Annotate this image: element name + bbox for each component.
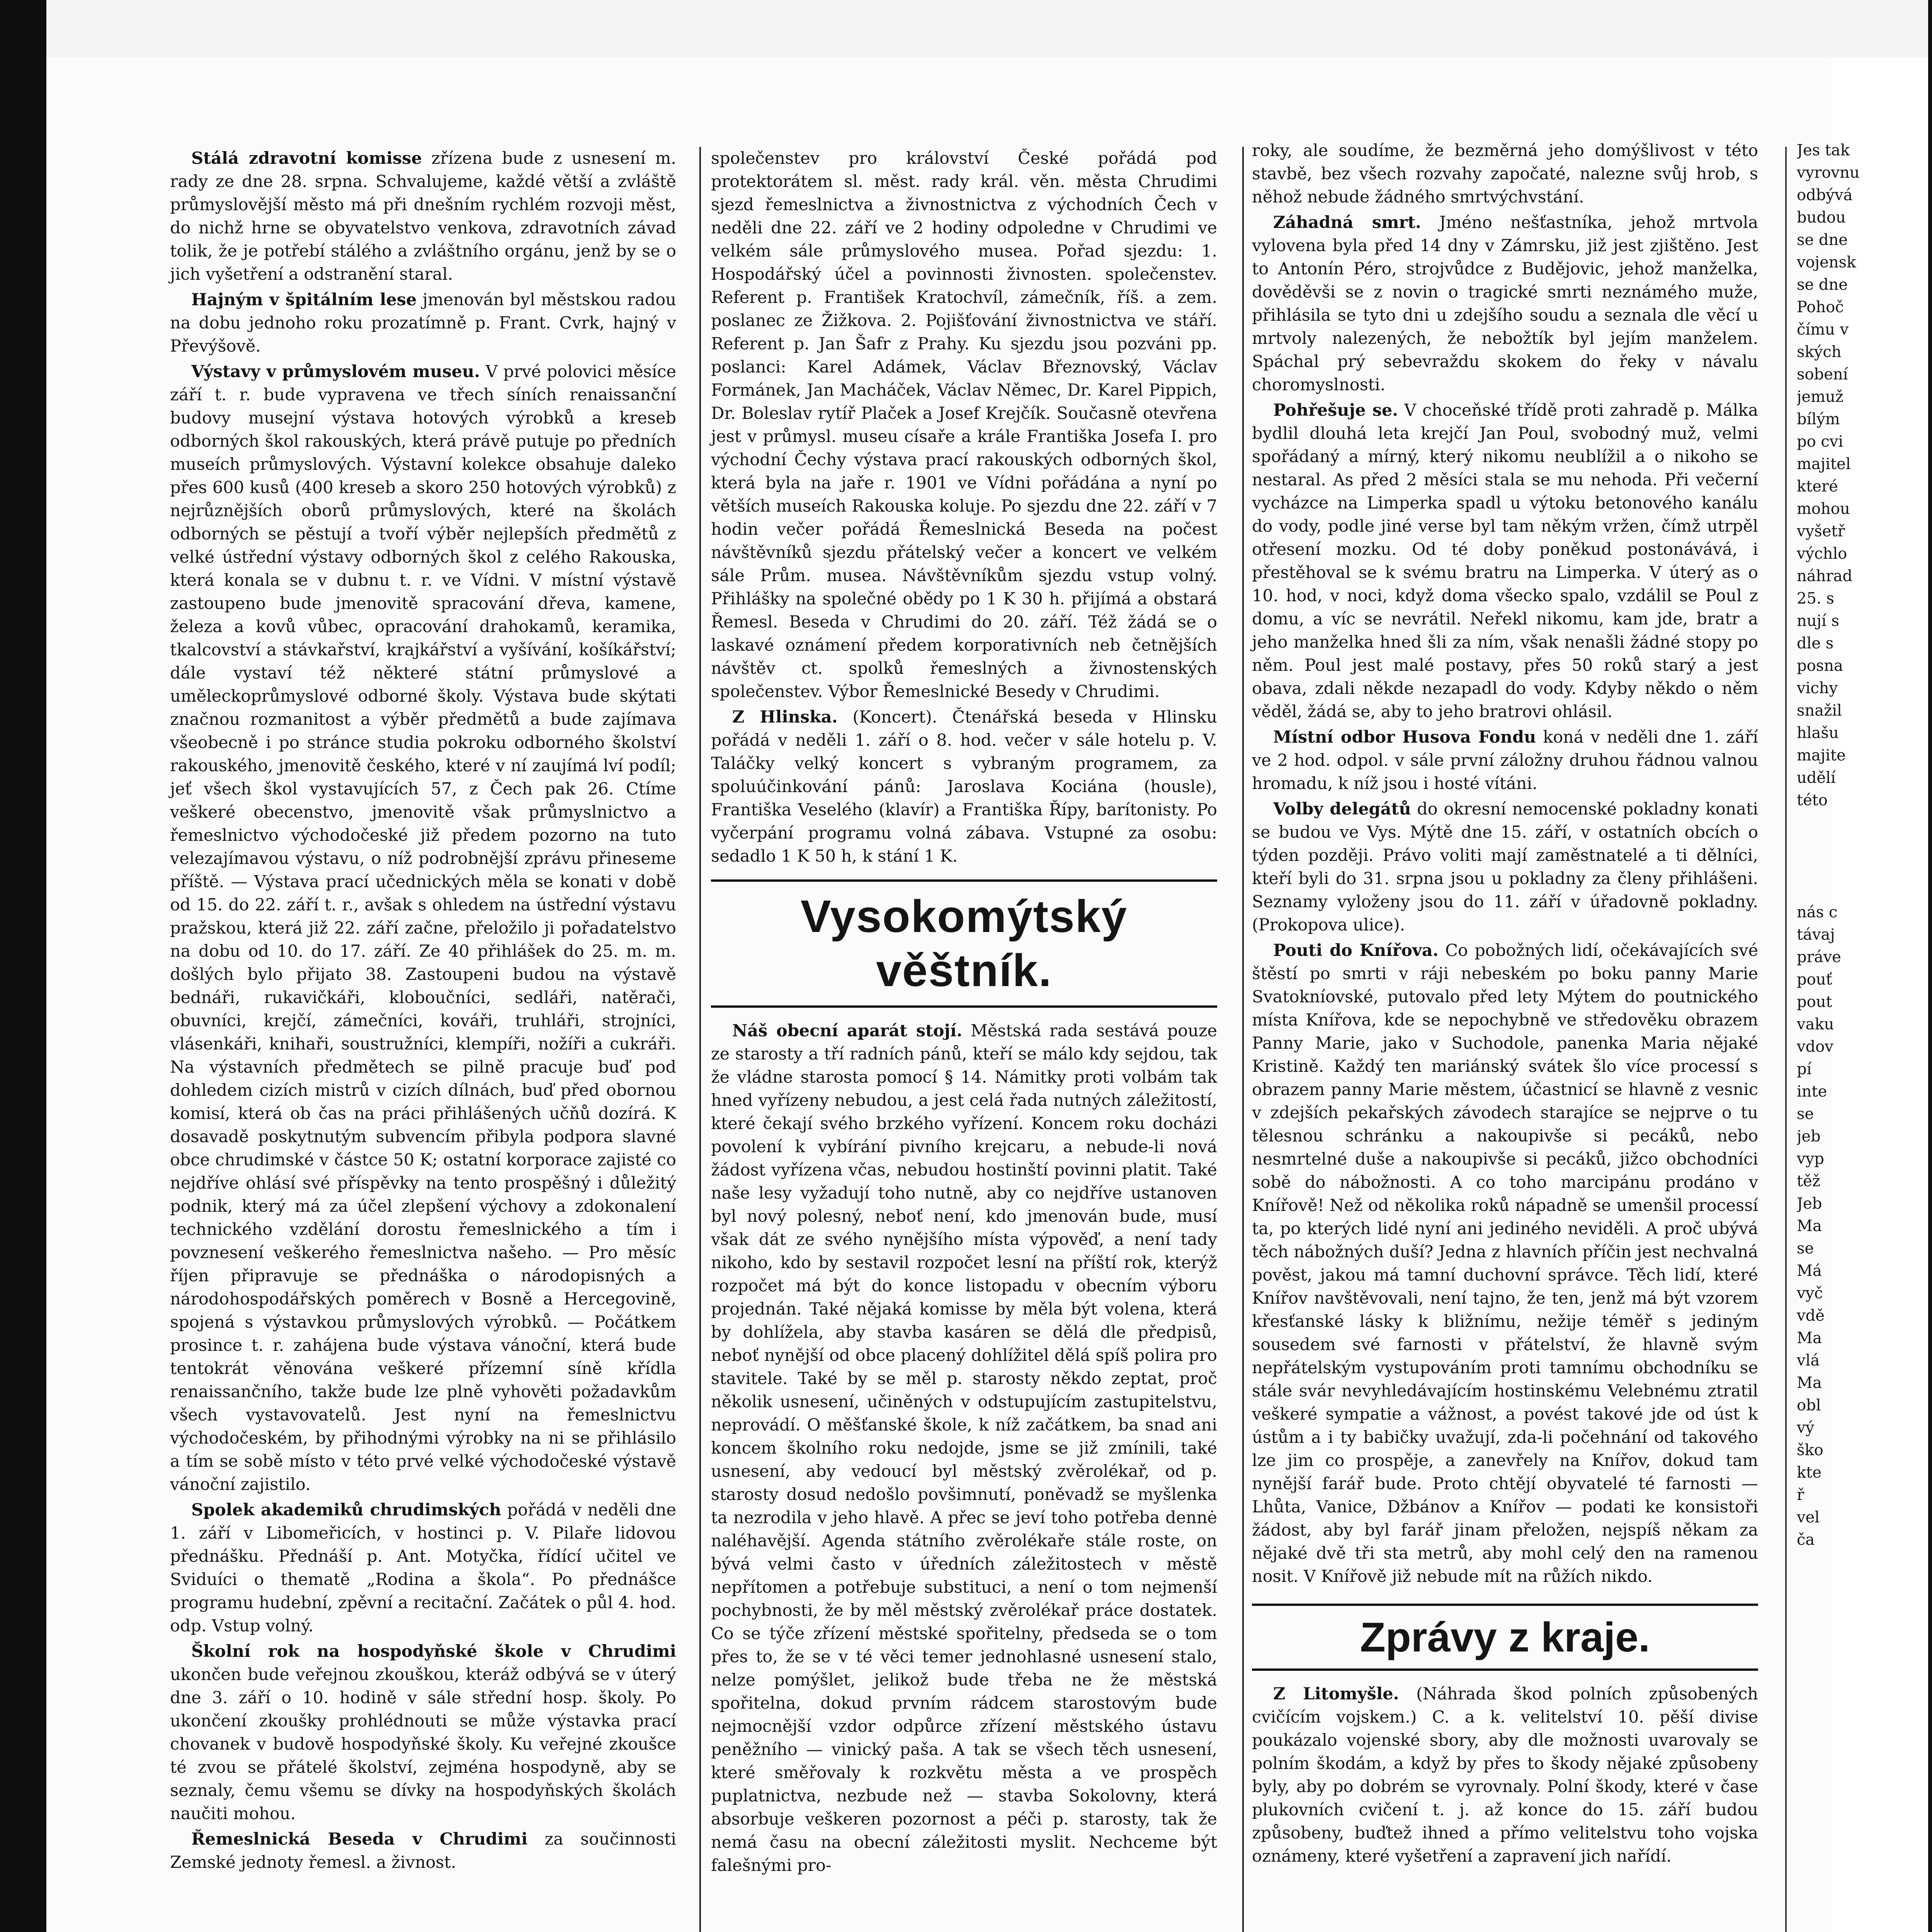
cropped-line: po cvi bbox=[1797, 433, 1844, 451]
cropped-line: ško bbox=[1797, 1441, 1823, 1459]
cropped-line: se dne bbox=[1797, 276, 1848, 294]
cropped-line: vyp bbox=[1797, 1150, 1824, 1168]
article: společenstev pro království České pořádá pod protektorátem sl. měst. rady král. věn. města Chrudimi sjezd řemeslnictva a živnostnictva z východních Čech v neděli dne 22. září ve 2 hodiny odpoledne v Chrudimi ve velkém sále průmyslového musea. Pořad sjezdu: 1. Hospodářský účel a povinnosti živnosten. společenstev. Referent p. František Kratochvíl, zámečník, říš. a zem. poslanec ze Žižkova. 2. Pojišťování živnostnictva ve stáří. Referent p. Jan Šafr z Prahy. Ku sjezdu jsou pozváni pp. poslanci: Karel Adámek, Václav Březnovský, Václav Formánek, Jan Macháček, Václav Němec, Dr. Karel Pippich, Dr. Boleslav rytíř Plaček a Josef Krejčík. Současně otevřena jest v průmysl. museu císaře a krále Františka Josefa I. pro východní Čechy výstava prací rakouských odborných škol, která byla na jaře r. 1901 ve Vídni pořádána a nyní po větších museích Rakouska koluje. Po sjezdu dne 22. září v 7 hodin večer pořádá Řemeslnická Beseda na počest návštěvníků sjezdu přátelský večer a koncert ve velkém sále Prům. musea. Návštěvníkům sjezdu vstup volný. Přihlášky na společné obědy po 1 K 30 h. přijímá a obstará Řemesl. Beseda v Chrudimi do 20. září. Též žádá se o laskavé oznámení předem korporativních neb četnějších návštěv ct. spolků řemeslných a živnostenských společenstev. Výbor Řemeslnické Besedy v Chrudimi. bbox=[711, 149, 1217, 701]
cropped-line bbox=[1797, 811, 1909, 834]
article: Z Litomyšle. (Náhrada škod polních způsobených cvičícím vojskem.) C. a k. velitelství 10. pěší divise poukázalo vojenské sbory, aby dle možnosti uvarovaly se polním škodám, a když by přes to škody nějaké způsobeny byly, aby po dobrém se vyrovnaly. Polní škody, které v čase plukovních cvičení t. j. až konce do 15. září budou způsobeny, buďtež ihned a přímo velitelstvu toho vojska oznámeny, které vyšetření a zapravení jich nařídí. bbox=[1252, 1684, 1758, 1866]
cropped-line: vyč bbox=[1797, 1284, 1823, 1302]
cropped-line: Pohoč bbox=[1797, 298, 1844, 316]
cropped-line: které bbox=[1797, 478, 1838, 495]
scan-edge-left bbox=[0, 0, 46, 1932]
column-2 bbox=[711, 147, 1217, 1879]
article: Náš obecní aparát stojí. Městská rada sestává pouze ze starosty a tří radních pánů, kteří se málo kdy sejdou, tak že vládne starosta pomocí § 14. Námitky proti volbám tak hned vyřízeny nebudou, a jest celá řada nutných záležitostí, které čekají svého brzkého vyřízení. Koncem roku docházi povolení k vybírání pivního krejcaru, a nebude-li nová žádost vyřízena včas, nebudou hostinští povinni platit. Také naše lesy vyžadují toho nutně, aby co nejdříve ustanoven byl nový polesný, neboť není, kdo jmenován bude, musí však dát ze svého nynějšího místa výpověď, a není tady nikoho, kdo by sestavil rozpočet lesní na příští rok, kterýž rozpočet má být do konce listopadu v obecním výboru projednán. Také nějaká komisse by měla být volena, která by dohlížela, aby stavba kasáren se dělá dle předpisů, neboť nynější od obce placený dohlížitel dělá spíš polira pro stavitele. Také by se měl p. starosty někdo zeptat, proč několik usnesení, učiněných v odstupujícím zastupitelstvu, neprovádí. O měšťanské škole, k níž začátkem, ba snad ani koncem školního roku nedojde, jsme se již zmínili, také usnesení, aby vedoucí byl městský zvěrolékař, od p. starosty dosud nedošlo povšimnutí, poněvadž se myšlenka ta nezrodila v jeho hlavě. A přec se jeví toho potřeba dennė naléhavější. Agenda státního zvěrolékaře stále roste, on bývá velmi často v úředních záležitostech v městě nepřítomen a potřebuje substituci, a není o tom nejmenší pochybnosti, že by měl městský zvěrolékař práce dostatek. Co se týče zřízení městské spořitelny, předseda se o tom přes to, že se v té věci temer jednohlasné usnesení stalo, nelze pomýšlet, jelikož bude třeba ne že městská spořitelna, dokud prvním rádcem starostovým bude nejmocnější vzdor odpůrce zřízení městského ústavu peněžního — vinický paša. A tak se všech těch usnesení, které směřovaly k rozkvětu města a ve prospěch puplatnictva, nezbude než — stavba Sokolovny, která absorbuje veškeren pozornost a péči p. starosty, tak že nemá času na obecní záležitosti myslit. Nechceme být falešnými pro- bbox=[711, 1021, 1217, 1875]
cropped-line: Ma bbox=[1797, 1329, 1822, 1347]
cropped-line: Jes tak bbox=[1797, 141, 1850, 159]
article: Záhadná smrt. Jméno nešťastníka, jehož mrtvola vylovena byla před 14 dny v Zámrsku, již jest zjištěno. Jest to Antonín Péro, strojvůdce z Budějovic, jehož manželka, dověděvši se z novin o tragické smrti neznámého muže, přihlásila se tyto dni u zdejšího soudu a seznala dle věcí u mrtvoly nalezených, že nebožtík byl jejím manželem. Spáchal prý sebevraždu skokem do řeky v návalu choromyslnosti. bbox=[1252, 213, 1759, 395]
cropped-line: Ma bbox=[1797, 1374, 1822, 1392]
cropped-line bbox=[1797, 856, 1909, 879]
cropped-line: vdov bbox=[1797, 1038, 1833, 1056]
cropped-line: obl bbox=[1797, 1396, 1821, 1414]
section-masthead: Vysokomýtský věštník. bbox=[711, 879, 1217, 1008]
cropped-line: kte bbox=[1797, 1464, 1821, 1481]
cropped-line: inte bbox=[1797, 1083, 1827, 1100]
cropped-line: jeb bbox=[1797, 1128, 1821, 1145]
cropped-line: odbývá bbox=[1797, 186, 1853, 204]
column-4-cropped bbox=[1797, 139, 1909, 1932]
article: Volby delegátů do okresní nemocenské pokladny konati se budou ve Vys. Mýtě dne 15. září, v ostatních obcích o týden později. Právo voliti mají zaměstnatelé a ti dělníci, kteří byli do 31. srpna jsou u pokladny za členy přihlášeni. Seznamy vyloženy jsou do 11. září v úřadovně pokladny. (Prokopova ulice). bbox=[1252, 799, 1759, 935]
cropped-line: vý bbox=[1797, 1419, 1815, 1437]
cropped-line: náhrad bbox=[1797, 567, 1852, 585]
cropped-line: vel bbox=[1797, 1509, 1820, 1526]
cropped-line: práve bbox=[1797, 948, 1841, 966]
cropped-line: čímu v bbox=[1797, 321, 1849, 338]
cropped-line: pout bbox=[1797, 993, 1832, 1011]
cropped-line: Ma bbox=[1797, 1217, 1822, 1235]
column-rule bbox=[1785, 147, 1787, 1932]
article: roky, ale soudíme, že bezměrná jeho domýšlivost v této stavbě, bez všech rozvahy započaté, nalezne svůj hrob, s něhož nebude žádného smrtvýchvstání. bbox=[1252, 141, 1758, 207]
article: Spolek akademiků chrudimských pořádá v neděli dne 1. září v Libomeřicích, v hostinci p. V. Pilaře lidovou přednášku. Přednáší p. Ant. Motyčka, řídící učitel ve Sviduíci o thematě „Rodina a škola“. Po přednášce programu hudební, zpěvní a recitační. Začátek o půl 4. hod. odp. Vstup volný. bbox=[170, 1500, 676, 1636]
cropped-line: vojensk bbox=[1797, 253, 1856, 271]
cropped-line: pí bbox=[1797, 1060, 1812, 1078]
cropped-line: jemuž bbox=[1797, 388, 1844, 406]
cropped-line: majite bbox=[1797, 747, 1846, 764]
cropped-line: se bbox=[1797, 1105, 1814, 1123]
cropped-line: ských bbox=[1797, 343, 1842, 361]
cropped-line: vlá bbox=[1797, 1352, 1820, 1369]
cropped-line: vyšetř bbox=[1797, 522, 1845, 540]
cropped-line: sobení bbox=[1797, 366, 1848, 383]
article: Stálá zdravotní komisse zřízena bude z usnesení m. rady ze dne 28. srpna. Schvalujeme, každé větší a zvláště průmyslovější město má při dnešním rychlém rozvoji měst, do nichž hrne se obyvatelstvo venkova, zdravotních závad tolik, že je potřebí stálého a zvláštního orgánu, jenž by se o jich vyšetření a odstranění staral. bbox=[170, 149, 677, 284]
cropped-line: se bbox=[1797, 1240, 1814, 1257]
article: Z Hlinska. (Koncert). Čtenářská beseda v Hlinsku pořádá v neděli 1. září o 8. hod. večer v sále hotelu p. V. Taláčky velký koncert s vybraným programem, za spoluúčinkování pánů: Jaroslava Kociána (housle), Františka Veselého (klavír) a Františka Řípy, barítonisty. Po vyčerpání programu volná zábava. Vstupné za osobu: sedadlo 1 K 50 h, k stání 1 K. bbox=[711, 707, 1217, 866]
cropped-line: dle s bbox=[1797, 634, 1834, 652]
cropped-line: hlašu bbox=[1797, 724, 1839, 742]
cropped-line: se dne bbox=[1797, 231, 1848, 249]
cropped-line: vyrovnu bbox=[1797, 164, 1860, 182]
cropped-line bbox=[1797, 879, 1909, 901]
cropped-line: udělí bbox=[1797, 769, 1836, 787]
scan-edge-right bbox=[1928, 0, 1932, 1932]
cropped-line bbox=[1797, 834, 1909, 856]
section-masthead: Zprávy z kraje. bbox=[1252, 1604, 1758, 1671]
column-1 bbox=[170, 147, 676, 1876]
article: Pohřešuje se. V choceňské třídě proti zahradě p. Málka bydlil dlouhá leta krejčí Jan Poul, svobodný muž, velmi spořádaný a mírný, který nikomu neublížil a o nikoho se nestaral. As před 2 měsíci stala se mu nehoda. Při večerní vycházce na Limperka spadl u výtoku betonového kanálu do vody, podle jiné verse byl tam někým vržen, čímž utrpěl otřesení mozku. Od té doby poněkud postonávává, i přestěhoval se k svému bratru na Limperka. V úterý as o 10. hod, v noci, když doma všecko spalo, vzdálil se Poul z domu, a víc se nevrátil. Neřekl nikomu, kam jde, bratr a jeho manželka hned šli za ním, však nenašli žádné stopy po něm. Poul jest malé postavy, přes 50 roků starý a jest obava, zdali někde nezapadl do vody. Kdyby někdo o něm věděl, žádá se, aby to jeho bratrovi ohlásil. bbox=[1252, 401, 1758, 721]
column-rule bbox=[1242, 147, 1244, 1932]
cropped-line: vichy bbox=[1797, 679, 1838, 697]
cropped-line: nují s bbox=[1797, 612, 1839, 630]
column-rule bbox=[699, 147, 701, 1932]
cropped-line: ř bbox=[1797, 1486, 1804, 1504]
cropped-line: výchlo bbox=[1797, 545, 1847, 563]
cropped-line: vdě bbox=[1797, 1307, 1825, 1325]
cropped-line: távaj bbox=[1797, 926, 1835, 944]
column-3 bbox=[1252, 139, 1758, 1870]
article: Pouti do Knířova. Co pobožných lidí, očekávajících své štěstí po smrti v ráji nebeském po boku panny Marie Svatokníovské, putovalo před lety Mýtem do poutnického místa Knířova, kde se nepochybně ve středověku obrazem Panny Marie, jako v Suchodole, panenka Maria nějaké Kristině. Každý ten mariánský svátek šlo více processí s obrazem panny Marie městem, účastnicí se hlavně z vesnic v zdejších pekařských závodech starajíce se nejprve o tu tělesnou schránku a nakoupivše si pecáků, nebo nesmrtelné duše a nakoupivše si pecáků, jižco obchodníci sobě do nábožnosti. A co toho marcipánu prodáno v Knířově! Než od několika roků nápadně se umenšil processí ta, po kterých lidé nyní ani jediného neviděli. A proč ubývá těch nábožných duší? Jedna z hlavních příčin jest nechvalná pověst, jakou má tamní duchovní správce. Těch lidí, které Knířov navštěvovali, není tajno, že ten, jenž má být vzorem křesťanské lásky k bližnímu, nežije téměř s jediným sousedem své farnosti v přátelství, že hlavně svým nepřátelským vystupováním proti tamnímu obchodníku se stále svár nevyhledávajícím hostinskému Velebnému ztratil veškeré sympatie a vážnost, a povést takové jde od úst k ústům a i ty babičky uvažují, zda-li počehnání od takového lze jim co prospěje, a zanevřely na Knířov, dokud tam nynější farář bude. Proto chtějí obyvatelé té farnosti — Lhůta, Vanice, Džbánov a Knířov — podati ke konsistoři žádost, aby byl farář jinam přeložen, nejspíš někam za nějaké dvě tři sta metrů, aby mohl celý den na ramenou nosit. V Knířově již nebude mít na růžích nikdo. bbox=[1252, 941, 1758, 1586]
cropped-line: pouť bbox=[1797, 971, 1832, 988]
cropped-line: nás c bbox=[1797, 903, 1838, 921]
article: Hajným v špitálním lese jmenován byl městskou radou na dobu jednoho roku prozatímně p. Frant. Cvrk, hajný v Převýšově. bbox=[170, 290, 676, 356]
cropped-line: Má bbox=[1797, 1262, 1822, 1280]
cropped-line: bílým bbox=[1797, 410, 1840, 428]
cropped-line: posna bbox=[1797, 657, 1843, 675]
cropped-line: ča bbox=[1797, 1531, 1815, 1549]
cropped-line: vaku bbox=[1797, 1015, 1834, 1033]
cropped-line: této bbox=[1797, 791, 1828, 809]
cropped-line: Jeb bbox=[1797, 1195, 1822, 1213]
article: Řemeslnická Beseda v Chrudimi za součinnosti Zemské jednoty řemesl. a živnost. bbox=[170, 1830, 676, 1872]
scan-top-margin bbox=[46, 0, 1928, 58]
cropped-line: těž bbox=[1797, 1172, 1820, 1190]
article: Místní odbor Husova Fondu koná v neděli dne 1. září ve 2 hod. odpol. v sále první záložny druhou řádnou valnou hromadu, k níž jsou i hosté vítáni. bbox=[1252, 728, 1758, 793]
cropped-line: mohou bbox=[1797, 500, 1850, 518]
article: Výstavy v průmyslovém museu. V prvé polovici měsíce září t. r. bude vypravena ve třech síních renaissanční budovy musejní výstava hotových výrobků a kreseb odborných škol rakouských, která právě putuje po předních museích průmyslových. Výstavní kolekce obsahuje daleko přes 600 kusů (400 kreseb a skoro 250 hotových výrobků) z nejrůznějších oborů průmyslových, které na školách odborných se pěstují a tvoří výběr nejlepších předmětů z velké ústřední výstavy odborných škol z celého Rakouska, která konala se v dubnu t. r. ve Vídni. V místní výstavě zastoupeno bude jmenovitě spracování dřeva, kamene, železa a kovů vůbec, opracování drahokamů, keramika, tkalcovství a stávkařství, krajkářství a vyšívání, košíkářství; dále vystaví též některé státní průmyslové a uměleckoprůmyslové odborné školy. Výstava bude skýtati značnou rozmanitost a výběr předmětů a bude zajímava všeobecně i po stránce studia pokroku odborného školství rakouského, jmenovitě českého, které v ní zaujímá lví podíl; jeť všech škol vystavujících 57, z Čech pak 26. Ctíme veškeré obecenstvo, jmenovitě však průmyslnictvo a řemeslnictvo východočeské již předem pozorno na tuto velezajímavou výstavu, o níž podrobnější zprávu přineseme příště. — Výstava prací učednických měla se konati v době od 15. do 22. září t. r., avšak s ohledem na ústřední výstavu pražskou, která již 22. září začne, přeložilo ji pořadatelstvo na dobu od 10. do 17. září. Ze 40 přihlášek do 25. m. m. došlých bylo přijato 38. Zastoupeni budou na výstavě bednáři, rukavičkáři, kloboučníci, sedláři, natěrači, obuvníci, krejčí, zámečníci, kováři, truhláři, strojníci, vlásenkáři, knihaři, soustružníci, klempíři, nožíři a cukráři. Na výstavních předmětech se pilně pracuje buď pod dohledem cizích mistrů v cizích dílnách, buď před obornou komisí, která ob čas na práci přihlášených učňů dozírá. K dosavadě poskytnutým subvencím přibyla podpora slavné obce chrudimské v částce 50 K; ostatní korporace zajisté co nejdříve ohlásí své příspěvky na tento prospěšný i důležitý podnik, který má za účel zlepšení výchovy a zdokonalení technického vzdělání dorostu řemeslnického a tím i povznesení veškerého řemeslnictva našeho. — Pro měsíc říjen připravuje se přednáška o národopisných a národohospodářských poměrech v Bosně a Hercegovině, spojená s výstavkou průmyslových výrobků. — Počátkem prosince t. r. zahájena bude výstava vánoční, která bude tentokrát věnována veškeré přízemní síně křídla renaissančního, takže bude lze plně vyhověti požadavkům všech vystavovatelů. Jest nyní na řemeslnictvu východočeském, by přihodnými výrobky na ni se přihlásilo a tím se sobě místo v této prvé velké východočeské výstavě vánoční zajistilo. bbox=[170, 362, 676, 1494]
cropped-line: snažil bbox=[1797, 702, 1842, 719]
cropped-line: majitel bbox=[1797, 455, 1851, 473]
article: Školní rok na hospodyňské škole v Chrudimi ukončen bude veřejnou zkouškou, kteráž odbývá se v úterý dne 3. září o 10. hodině v sále střední hosp. školy. Po ukončení zkoušky prohlédnouti se může výstavka prací chovanek v budově hospodyňské školy. Ku veřejné zkoušce té zvou se přátelé školství, zejména hospodyně, aby se seznaly, čemu všemu se dívky na hospodyňských školách naučiti mohou. bbox=[170, 1642, 676, 1823]
cropped-line: 25. s bbox=[1797, 590, 1834, 607]
cropped-line: budou bbox=[1797, 209, 1846, 226]
